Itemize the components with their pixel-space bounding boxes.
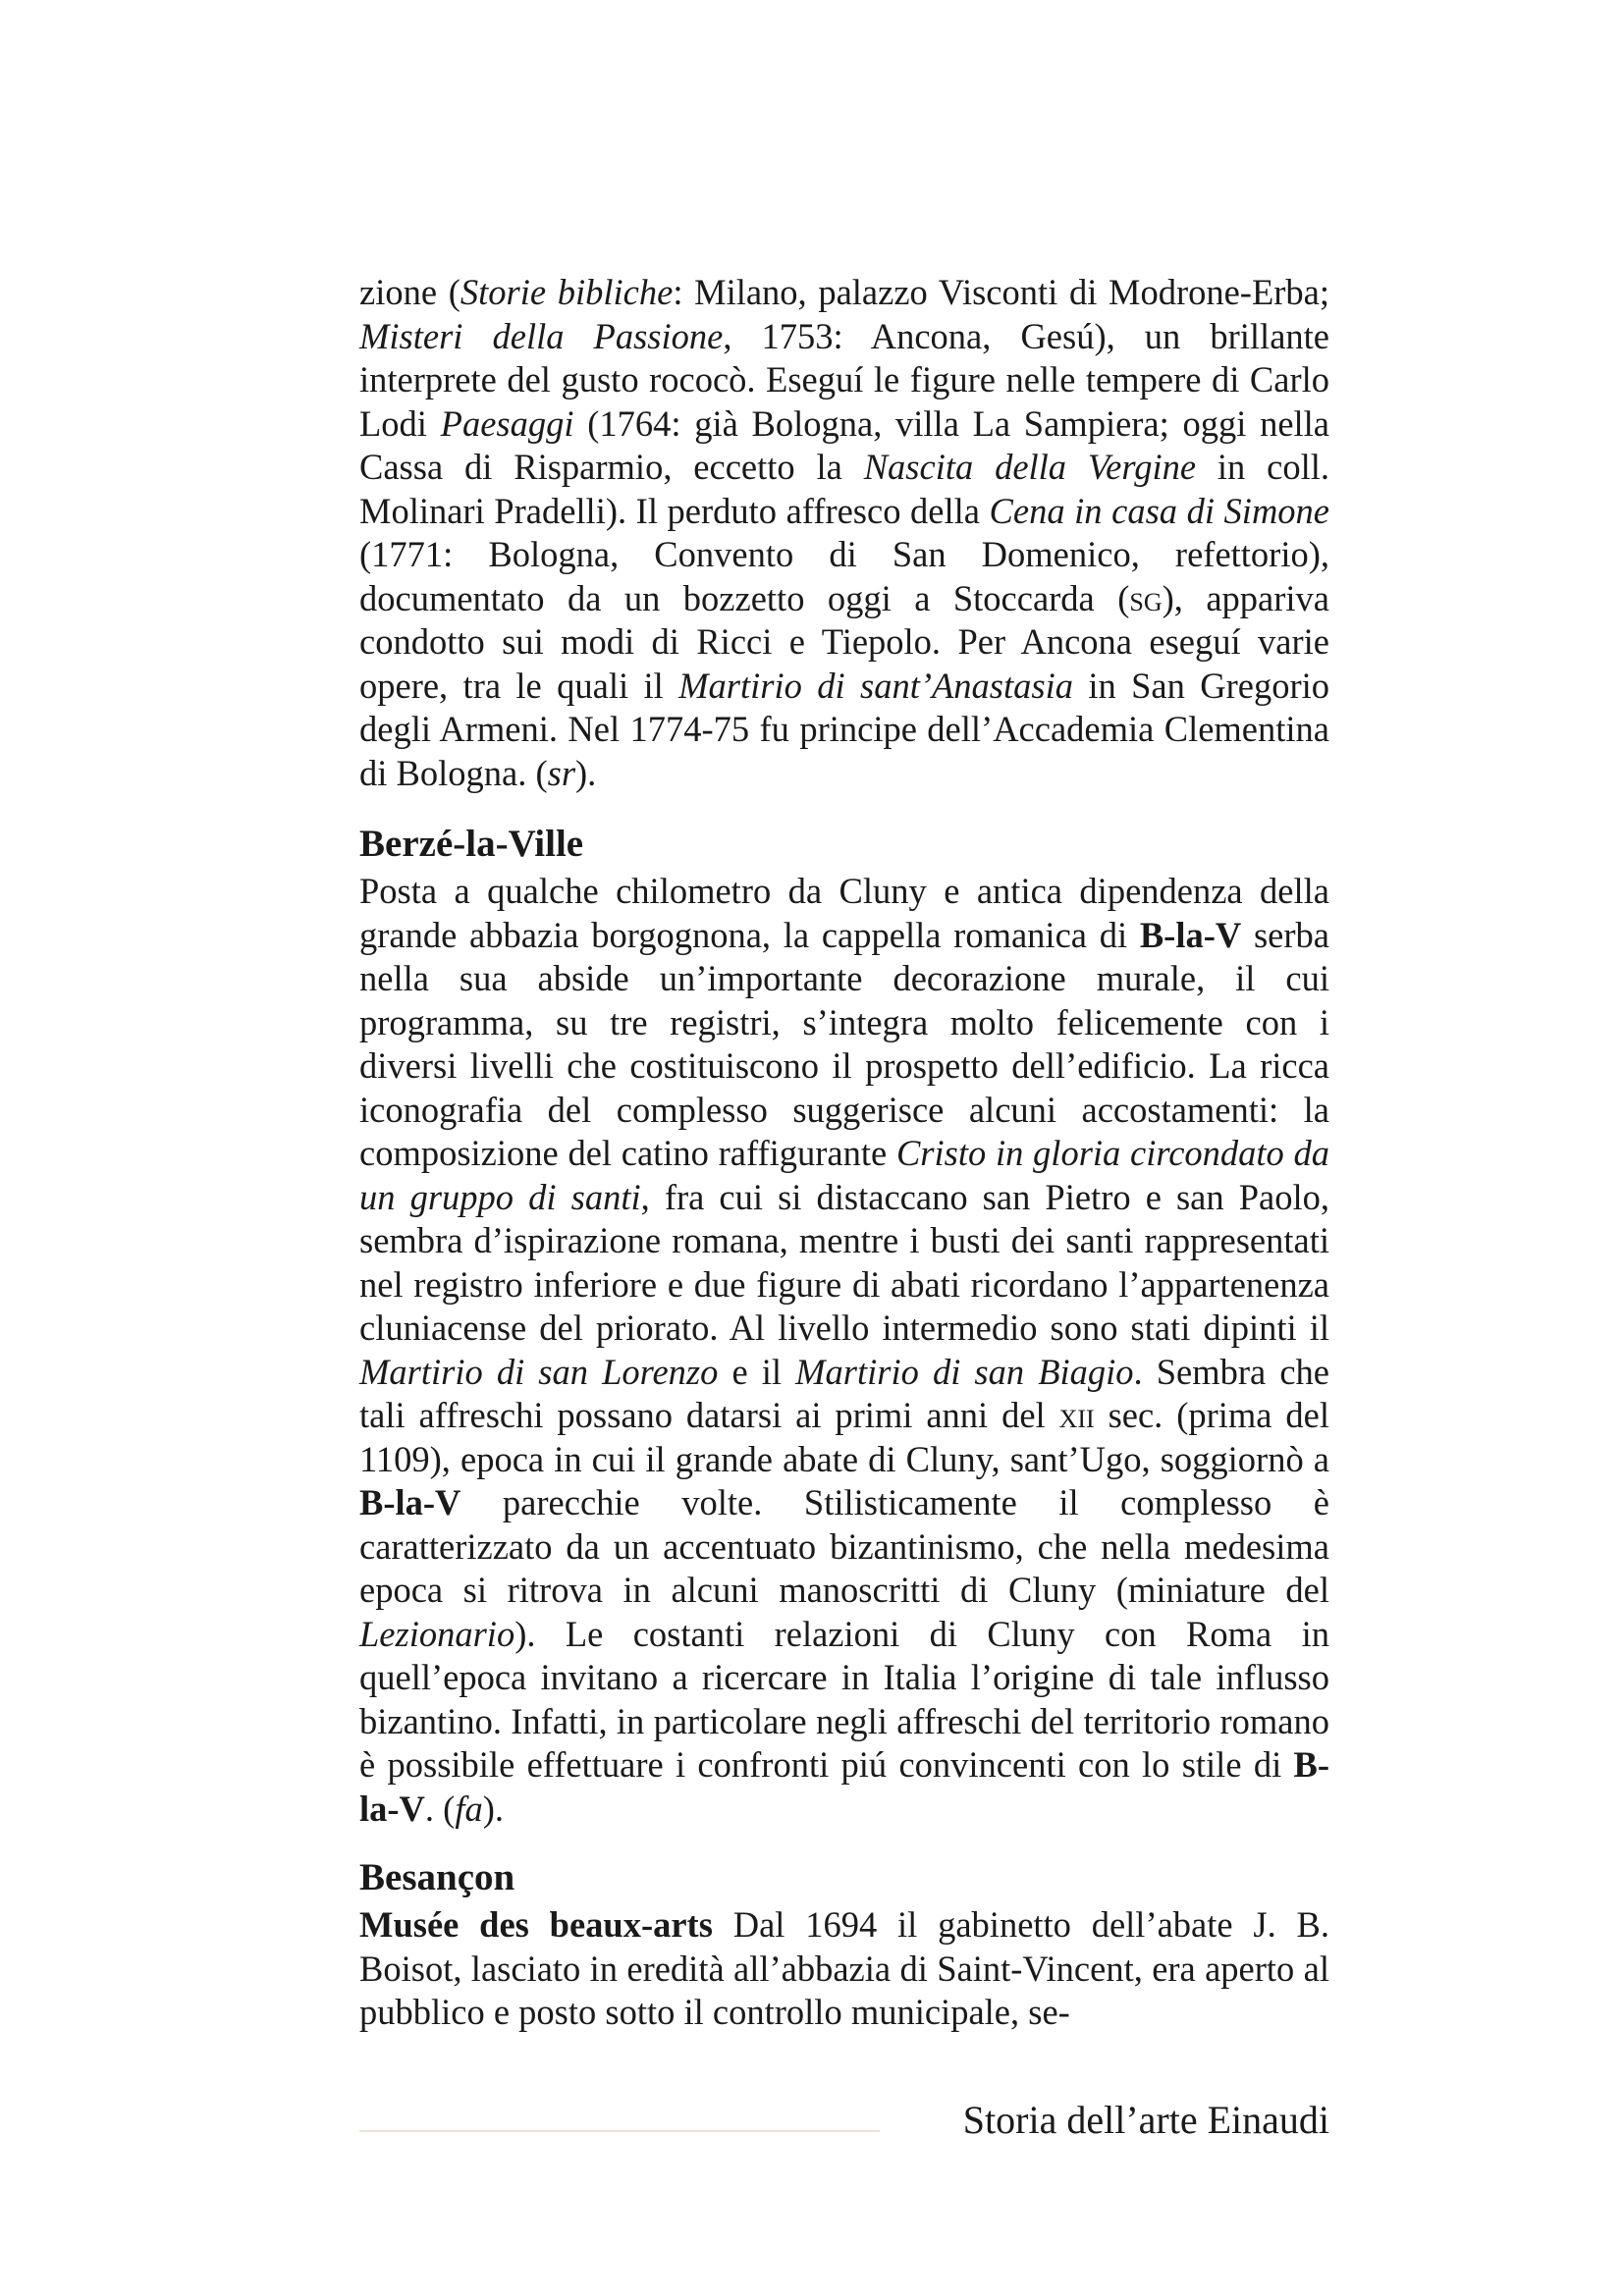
italic-text: Cena in casa di Simone bbox=[989, 490, 1330, 531]
bold-text: B-la-V bbox=[1139, 914, 1242, 955]
text-run: zione ( bbox=[359, 272, 460, 312]
italic-text: Misteri della Passione bbox=[359, 315, 724, 356]
text-run: serba nella sua abside un’importante decorazione murale, il cui programma, su tre registri, s’integra molto felicemente con i diversi livelli che costituiscono il prospetto dell’edificio. La ricca iconografia del complesso suggerisce alcuni accostamenti: la composizione del catino raffigurante bbox=[359, 914, 1329, 1173]
entry-paragraph-continued bbox=[359, 271, 1329, 795]
italic-text: Storie bibliche bbox=[460, 272, 674, 312]
text-run: , 1753: Ancona, Gesú), un brillante interprete del gusto rococò. Eseguí le figure nelle tempere di Carlo Lodi bbox=[359, 315, 1329, 444]
entry-paragraph-besancon bbox=[359, 1903, 1329, 2035]
text-run: e il bbox=[718, 1351, 796, 1392]
text-run: Dal 1694 il gabinetto dell’abate J. B. Boisot, lasciato in eredità all’abbazia di Saint-Vincent, era aperto al pubblico e posto sotto il controllo municipale, se- bbox=[359, 1904, 1329, 2032]
italic-text: Paesaggi bbox=[440, 402, 574, 444]
footer-rule bbox=[359, 2130, 880, 2132]
bold-text: Musée des beaux-arts bbox=[359, 1904, 713, 1945]
page-body bbox=[359, 271, 1329, 2035]
text-run: ), appariva condotto sui modi di Ricci e Tiepolo. Per Ancona eseguí varie opere, tra le quali il bbox=[359, 577, 1329, 706]
text-run: in San Gregorio degli Armeni. Nel 1774-75 fu principe dell’Accademia Clementina di Bologna. ( bbox=[359, 665, 1329, 793]
italic-text: Martirio di san Lorenzo bbox=[359, 1351, 719, 1392]
footer-publication-title: Storia dell’arte Einaudi bbox=[962, 2098, 1329, 2142]
entry-heading-berze-la-ville: Berzé-la-Ville bbox=[359, 823, 584, 865]
italic-text: Martirio di sant’Anastasia bbox=[678, 665, 1073, 706]
italic-text: Lezionario bbox=[359, 1613, 515, 1654]
text-run: Posta a qualche chilometro da Cluny e antica dipendenza della grande abbazia borgognona, la cappella romanica di bbox=[359, 871, 1329, 955]
text-run: . Sembra che tali affreschi possano datarsi ai primi anni del bbox=[359, 1351, 1329, 1435]
small-caps-text: xii bbox=[1058, 1395, 1095, 1435]
text-run: . ( bbox=[424, 1788, 456, 1829]
italic-text: Martirio di san Biagio bbox=[795, 1351, 1134, 1392]
text-run: (1764: già Bologna, villa La Sampiera; oggi nella Cassa di Risparmio, eccetto la bbox=[359, 402, 1330, 487]
page-footer bbox=[359, 2096, 1329, 2145]
text-run: parecchie volte. Stilisticamente il complesso è caratterizzato da un accentuato bizantinismo, che nella medesima epoca si ritrova in alcuni manoscritti di Cluny (miniature del bbox=[359, 1482, 1329, 1610]
text-run: ). bbox=[575, 752, 597, 793]
entry-paragraph-berze-la-ville bbox=[359, 870, 1329, 1831]
italic-text: Nascita della Vergine bbox=[863, 447, 1197, 487]
text-run: in coll. Molinari Pradelli). Il perduto affresco della bbox=[359, 447, 1329, 531]
entry-heading-besancon: Besançon bbox=[359, 1856, 515, 1898]
italic-text: Cristo in gloria circondato da un gruppo di santi bbox=[359, 1133, 1329, 1217]
italic-text: sr bbox=[547, 752, 576, 793]
text-run: , fra cui si distaccano san Pietro e san Paolo, sembra d’ispirazione romana, mentre i busti dei santi rappresentati nel registro inferiore e due figure di abati ricordano l’appartenenza cluniacense del priorato. Al livello intermedio sono stati dipinti il bbox=[359, 1176, 1329, 1348]
small-caps-text: sg bbox=[1129, 577, 1163, 618]
text-run: : Milano, palazzo Visconti di Modrone-Erba; bbox=[673, 272, 1330, 312]
text-run: ). Le costanti relazioni di Cluny con Roma in quell’epoca invitano a ricercare in Italia l’origine di tale influsso bizantino. Infatti, in particolare negli affreschi del territorio romano è possibile effettuare i confronti piú convincenti con lo stile di bbox=[359, 1613, 1329, 1785]
bold-text: B-la-V bbox=[359, 1744, 1329, 1829]
bold-text: B-la-V bbox=[359, 1482, 461, 1522]
text-run: ). bbox=[482, 1788, 504, 1829]
italic-text: fa bbox=[455, 1788, 483, 1829]
text-run: (1771: Bologna, Convento di San Domenico, refettorio), documentato da un bozzetto oggi a Stoccarda ( bbox=[359, 534, 1329, 618]
text-run: sec. (prima del 1109), epoca in cui il grande abate di Cluny, sant’Ugo, soggiornò a bbox=[359, 1395, 1329, 1479]
